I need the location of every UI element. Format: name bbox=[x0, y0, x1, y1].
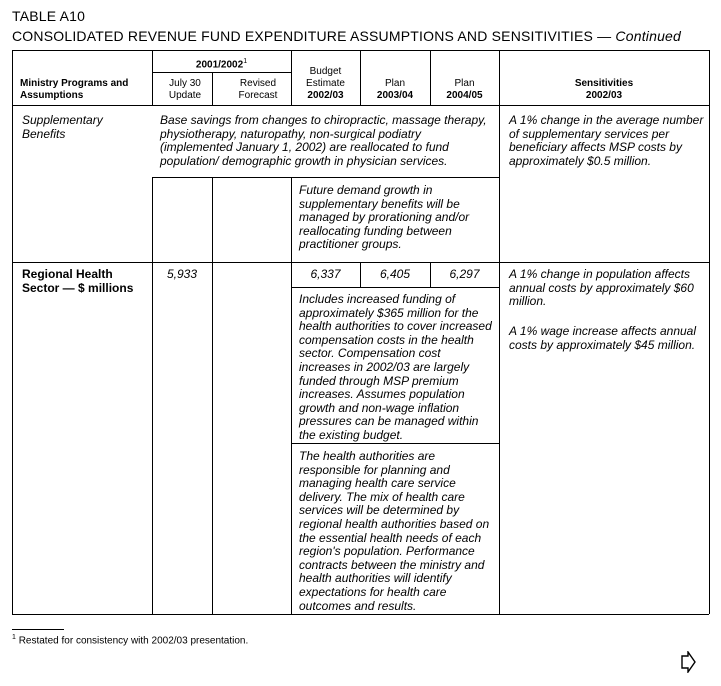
row-regional-plan-2004: 6,297 bbox=[449, 267, 480, 281]
header-plan-2004-year: 2004/05 bbox=[446, 90, 483, 101]
row-regional-assumption-2: The health authorities are responsible for planning and managing health care service delivery. The mix of health care services will be determined by regional health authorities based on the essential health needs of each region's population. Performance contracts between the ministry and health authorities will identify expectations for health care outcomes and results. bbox=[299, 449, 490, 613]
row-regional-label: Regional Health Sector — $ millions bbox=[22, 267, 134, 295]
footnote-sup: 1 bbox=[12, 634, 16, 641]
row-regional-july-update: 5,933 bbox=[166, 267, 198, 281]
header-plan-2004 bbox=[430, 78, 499, 102]
row-regional-plan-2003: 6,405 bbox=[379, 267, 411, 281]
footnote-rule bbox=[12, 629, 64, 630]
table-label: TABLE A10 bbox=[12, 8, 86, 24]
row-supplementary-label: Supplementary Benefits bbox=[22, 113, 103, 141]
header-budget-estimate-label: Budget Estimate bbox=[306, 66, 345, 89]
footnote-text: Restated for consistency with 2002/03 presentation. bbox=[18, 635, 249, 647]
row-regional-sensitivity-2: A 1% wage increase affects annual costs by approximately $45 million. bbox=[509, 324, 697, 352]
header-plan-2003-year: 2003/04 bbox=[376, 90, 414, 101]
header-plan-2003-label: Plan bbox=[384, 78, 405, 89]
row-supplementary-assumption-narrow: Future demand growth in supplementary benefits will be managed by prorationing and/or reallocating funding between practitioner groups. bbox=[299, 183, 470, 252]
row-supplementary-sensitivity: A 1% change in the average number of supplementary services per beneficiary affects MSP costs by approximately $0.5 million. bbox=[509, 113, 704, 168]
header-plan-2004-label: Plan bbox=[454, 78, 475, 89]
arrow-right-outline-icon[interactable] bbox=[679, 651, 697, 673]
header-sensitivities-year: 2002/03 bbox=[585, 90, 623, 101]
header-budget-estimate bbox=[291, 66, 360, 102]
header-july-update: July 30 Update bbox=[168, 78, 202, 101]
table-title-main: CONSOLIDATED REVENUE FUND EXPENDITURE ASSUMPTIONS AND SENSITIVITIES — bbox=[12, 28, 612, 44]
header-ministry: Ministry Programs and Assumptions bbox=[20, 78, 129, 101]
header-sensitivities-label: Sensitivities bbox=[574, 78, 634, 89]
header-year-group-label: 2001/2002 bbox=[195, 59, 244, 71]
header-budget-estimate-year: 2002/03 bbox=[307, 90, 344, 101]
header-year-group bbox=[152, 56, 291, 71]
header-sensitivities bbox=[499, 78, 709, 102]
header-revised-forecast: Revised Forecast bbox=[238, 78, 278, 101]
footnote bbox=[12, 634, 248, 646]
header-year-group-sup: 1 bbox=[243, 58, 248, 65]
row-regional-budget-estimate: 6,337 bbox=[310, 267, 341, 281]
table-title-continued: Continued bbox=[615, 28, 682, 44]
row-supplementary-assumption-wide: Base savings from changes to chiropractic, massage therapy, physiotherapy, naturopathy, non-surgical podiatry (implemented January 1, 2002) are reallocated to fund population/ demographic growth in physician services. bbox=[160, 113, 487, 168]
header-plan-2003 bbox=[360, 78, 430, 102]
row-regional-assumption-1: Includes increased funding of approximately $365 million for the health authorities to cover increased compensation costs in the health sector. Compensation cost increases in 2002/03 are largely funded through MSP premium increases. Assumes population growth and non-wage inflation pressures can be managed within the existing budget. bbox=[299, 292, 492, 442]
row-regional-sensitivity-1: A 1% change in population affects annual costs by approximately $60 million. bbox=[509, 267, 694, 309]
table-title bbox=[12, 28, 681, 44]
